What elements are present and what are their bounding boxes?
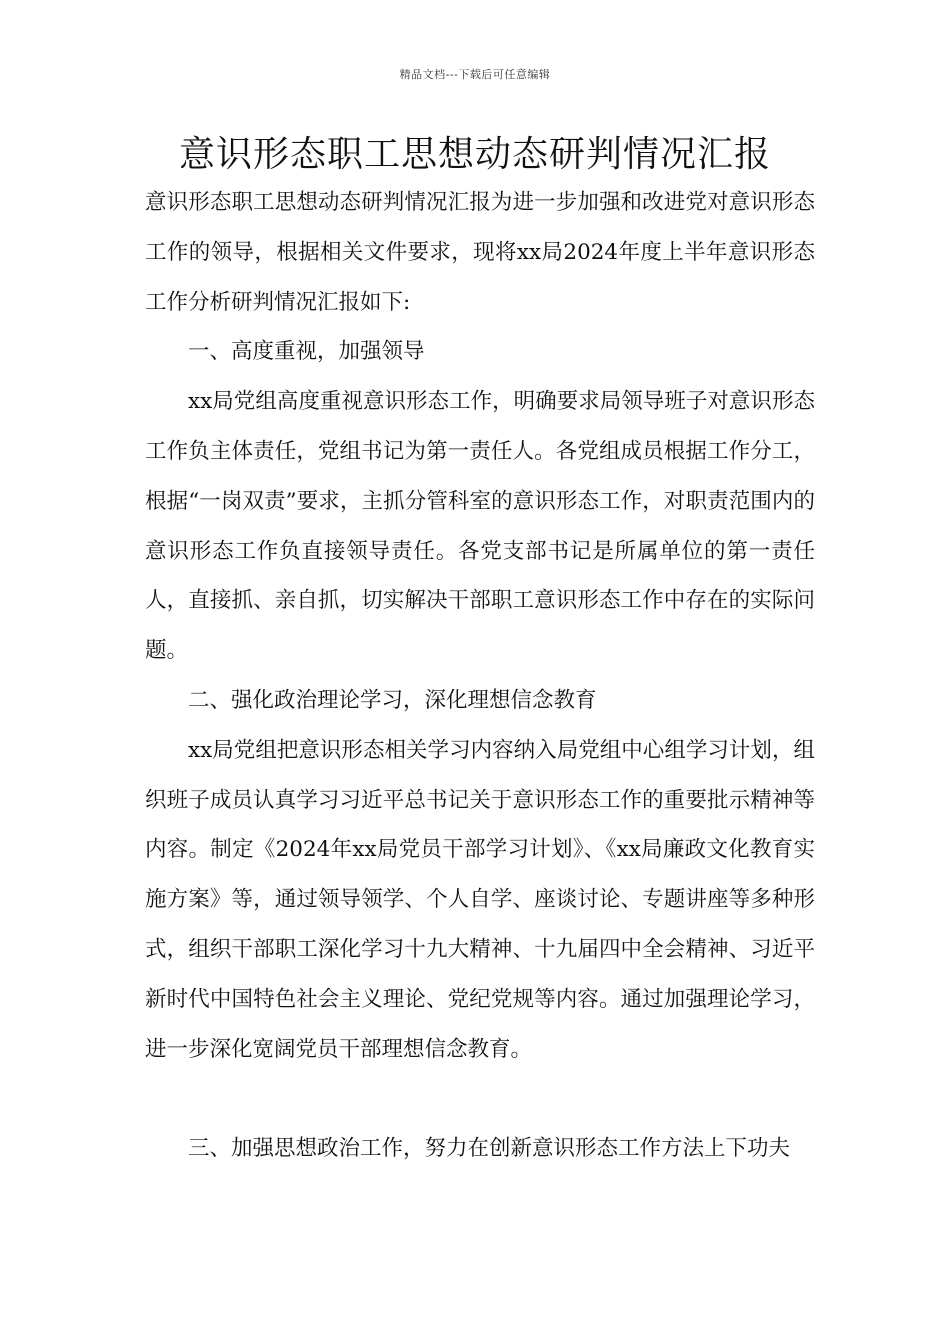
section-3-heading: 三、加强思想政治工作，努力在创新意识形态工作方法上下功夫 bbox=[188, 1136, 791, 1162]
intro-paragraph: 意识形态职工思想动态研判情况汇报为进一步加强和改进党对意识形态工作的领导，根据相关文件要求，现将xx局2024年度上半年意识形态工作分析研判情况汇报如下: bbox=[145, 190, 815, 315]
section-1-heading: 一、高度重视，加强领导 bbox=[188, 339, 425, 365]
section-2-heading: 二、强化政治理论学习，深化理想信念教育 bbox=[188, 687, 597, 713]
section-1-paragraph: xx局党组高度重视意识形态工作，明确要求局领导班子对意识形态工作负主体责任，党组书记为第一责任人。各党组成员根据工作分工，根据“一岗双责”要求，主抓分管科室的意识形态工作，对职责范围内的意识形态工作负直接领导责任。各党支部书记是所属单位的第一责任人，直接抓、亲自抓，切实解决干部职工意识形态工作中存在的实际问题。 bbox=[145, 389, 815, 664]
document-body bbox=[145, 178, 815, 1174]
document-title: 意识形态职工思想动态研判情况汇报 bbox=[178, 134, 771, 175]
paragraph-gap bbox=[145, 1074, 815, 1124]
section-2-paragraph: xx局党组把意识形态相关学习内容纳入局党组中心组学习计划，组织班子成员认真学习习近平总书记关于意识形态工作的重要批示精神等内容。制定《2024年xx局党员干部学习计划》、《xx局廉政文化教育实施方案》等，通过领导领学、个人自学、座谈讨论、专题讲座等多种形式，组织干部职工深化学习十九大精神、十九届四中全会精神、习近平新时代中国特色社会主义理论、党纪党规等内容。通过加强理论学习，进一步深化宽阔党员干部理想信念教育。 bbox=[145, 737, 815, 1062]
page-header-note: 精品文档---下载后可任意编辑 bbox=[399, 68, 551, 81]
